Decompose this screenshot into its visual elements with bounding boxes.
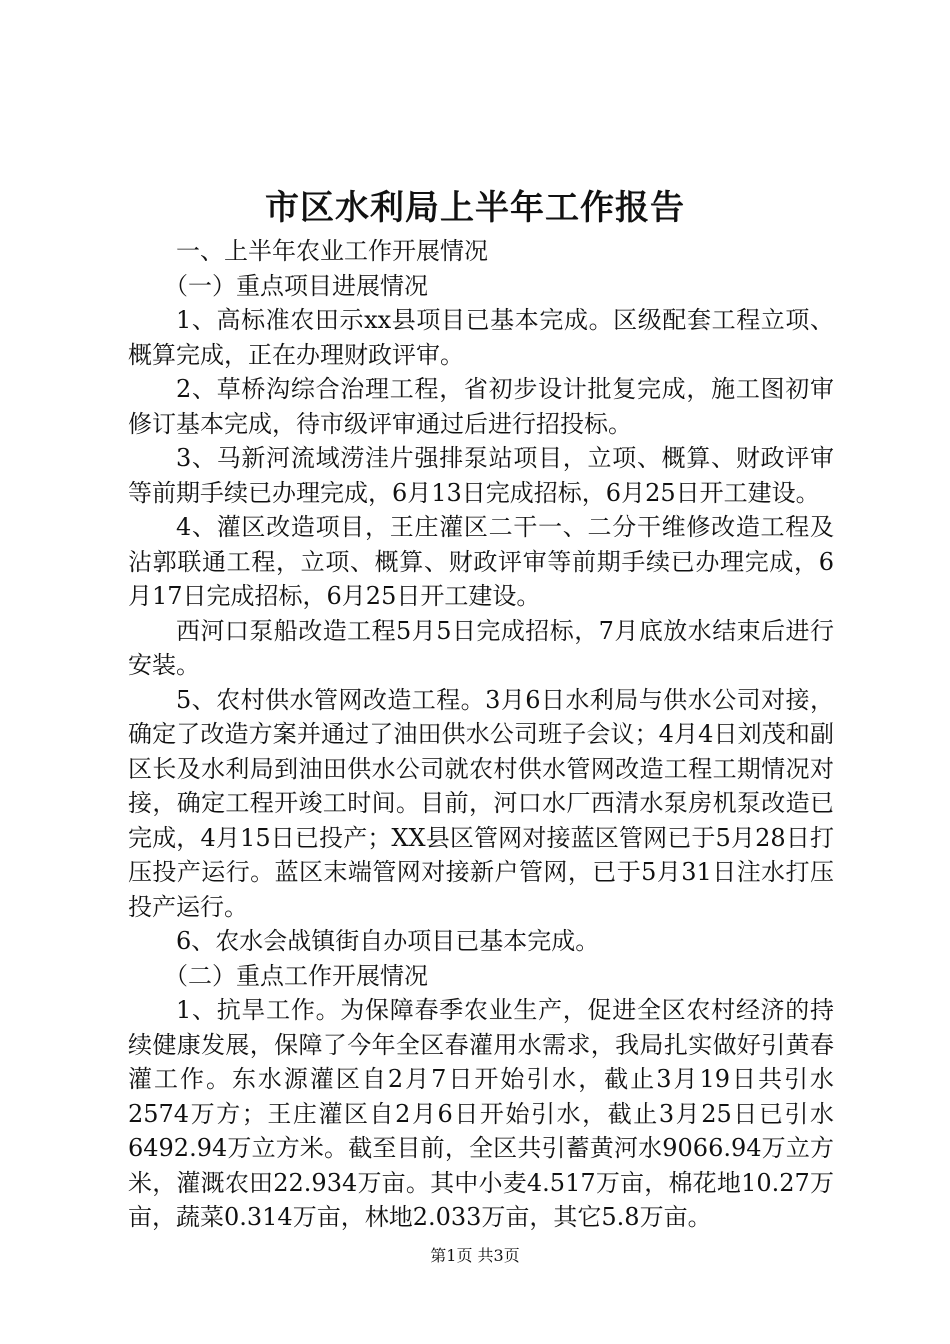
paragraph-item-4: 4、灌区改造项目，王庄灌区二干一、二分干维修改造工程及沾郭联通工程，立项、概算、财政评审等前期手续已办理完成，6月17日完成招标，6月25日开工建设。	[128, 513, 834, 610]
document-title: 市区水利局上半年工作报告	[265, 188, 685, 228]
section-heading-1: 一、上半年农业工作开展情况	[176, 237, 488, 265]
paragraph-item-6: 6、农水会战镇街自办项目已基本完成。	[176, 927, 600, 955]
subsection-heading-1: （一）重点项目进展情况	[164, 271, 428, 300]
paragraph-item-3: 3、马新河流域涝洼片强排泵站项目，立项、概算、财政评审等前期手续已办理完成，6月13日完成招标，6月25日开工建设。	[128, 444, 834, 507]
paragraph-item-5: 5、农村供水管网改造工程。3月6日水利局与供水公司对接，确定了改造方案并通过了油田供水公司班子会议；4月4日刘茂和副区长及水利局到油田供水公司就农村供水管网改造工程工期情况对接，确定工程开竣工时间。目前，河口水厂西清水泵房机泵改造已完成，4月15日已投产；XX县区管网对接蓝区管网已于5月28日打压投产运行。蓝区末端管网对接新户管网，已于5月31日注水打压投产运行。	[128, 685, 834, 921]
document-body	[128, 234, 834, 1235]
subsection-heading-2: （二）重点工作开展情况	[164, 961, 428, 990]
paragraph-drought-relief: 1、抗旱工作。为保障春季农业生产，促进全区农村经济的持续健康发展，保障了今年全区春灌用水需求，我局扎实做好引黄春灌工作。东水源灌区自2月7日开始引水，截止3月19日共引水2574万方；王庄灌区自2月6日开始引水，截止3月25日已引水6492.94万立方米。截至目前，全区共引蓄黄河水9066.94万立方米，灌溉农田22.934万亩。其中小麦4.517万亩，棉花地10.27万亩，蔬菜0.314万亩，林地2.033万亩，其它5.8万亩。	[128, 996, 834, 1231]
paragraph-item-4-extra: 西河口泵船改造工程5月5日完成招标，7月底放水结束后进行安装。	[128, 616, 834, 679]
page-number-footer: 第1页 共3页	[430, 1246, 520, 1265]
paragraph-item-1: 1、高标准农田示xx县项目已基本完成。区级配套工程立项、概算完成，正在办理财政评审。	[128, 306, 834, 369]
paragraph-item-2: 2、草桥沟综合治理工程，省初步设计批复完成，施工图初审修订基本完成，待市级评审通过后进行招投标。	[128, 375, 834, 438]
